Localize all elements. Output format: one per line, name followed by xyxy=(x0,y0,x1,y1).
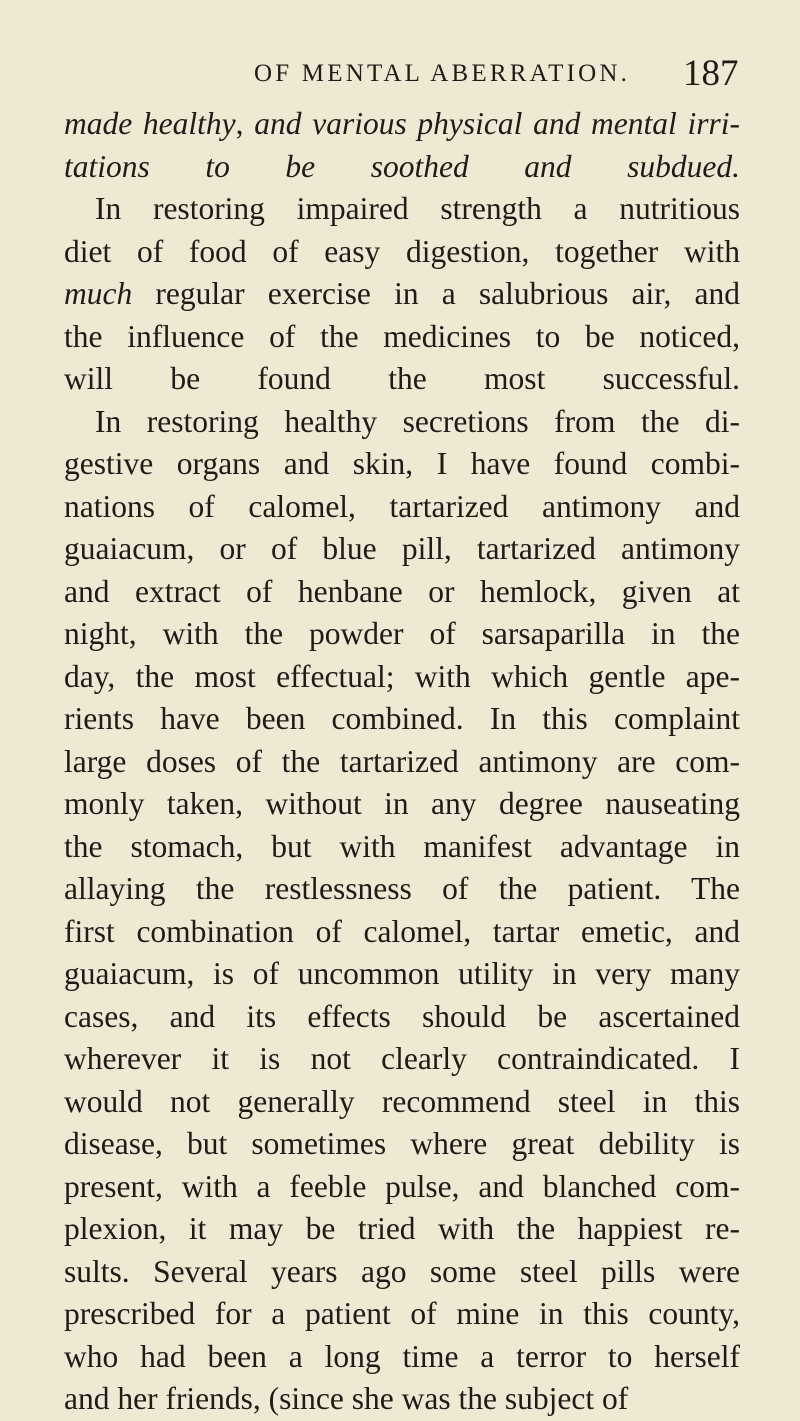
text-segment: and extract of henbane or hemlock, given at xyxy=(64,573,740,609)
italic-text-segment: much xyxy=(64,276,133,311)
text-line xyxy=(64,1336,740,1379)
text-line xyxy=(64,273,740,316)
text-segment: cases, and its effects should be ascertained xyxy=(64,998,740,1034)
text-segment: disease, but sometimes where great debility is xyxy=(64,1126,740,1161)
text-line xyxy=(64,1208,740,1251)
text-line xyxy=(64,826,740,869)
text-line xyxy=(64,443,740,486)
text-segment: day, the most effectual; with which gentle ape- xyxy=(64,658,740,694)
italic-text-segment: made healthy xyxy=(64,106,236,141)
running-head xyxy=(0,52,800,102)
text-segment: would not generally recommend steel in this xyxy=(64,1083,740,1119)
text-segment: diet of food of easy digestion, together with xyxy=(64,233,740,269)
text-line xyxy=(64,316,740,359)
text-segment: the influence of the medicines to be noticed, xyxy=(64,318,740,354)
text-line xyxy=(64,146,740,189)
text-segment: who had been a long time a terror to herself xyxy=(64,1338,740,1374)
text-segment: and her friends, (since she was the subject of xyxy=(64,1381,629,1416)
text-line xyxy=(64,401,740,444)
text-line xyxy=(64,486,740,529)
text-segment: allaying the restlessness of the patient. The xyxy=(64,871,740,906)
text-segment: the stomach, but with manifest advantage in xyxy=(64,828,740,864)
text-segment: guaiacum, or of blue pill, tartarized antimony xyxy=(64,531,740,566)
text-line xyxy=(64,1378,740,1421)
text-segment: monly taken, without in any degree nauseating xyxy=(64,786,740,821)
text-line xyxy=(64,953,740,996)
text-line xyxy=(64,571,740,614)
text-line xyxy=(64,1251,740,1294)
text-segment: In restoring healthy secretions from the di- xyxy=(95,403,740,439)
text-line xyxy=(64,656,740,699)
text-line xyxy=(64,1038,740,1081)
text-segment: sults. Several years ago some steel pills were xyxy=(64,1253,740,1289)
page-number: 187 xyxy=(683,53,739,94)
running-title: OF MENTAL ABERRATION. xyxy=(254,60,631,87)
text-segment: present, with a feeble pulse, and blanched com- xyxy=(64,1168,740,1204)
text-line xyxy=(64,698,740,741)
text-line xyxy=(64,358,740,401)
text-segment: first combination of calomel, tartar emetic, and xyxy=(64,913,740,949)
text-line xyxy=(64,1166,740,1209)
text-line xyxy=(64,188,740,231)
text-segment: gestive organs and skin, I have found combi- xyxy=(64,446,740,481)
text-line xyxy=(64,1123,740,1166)
text-line xyxy=(64,783,740,826)
body-text xyxy=(64,103,740,1421)
text-line xyxy=(64,528,740,571)
italic-text-segment: tations to be soothed and subdued. xyxy=(64,148,740,184)
text-line xyxy=(64,911,740,954)
text-line xyxy=(64,1081,740,1124)
text-line xyxy=(64,103,740,146)
text-segment: rients have been combined. In this complaint xyxy=(64,701,740,736)
text-line xyxy=(64,231,740,274)
text-segment: will be found the most successful. xyxy=(64,361,740,396)
text-segment: night, with the powder of sarsaparilla in the xyxy=(64,616,740,651)
text-segment: plexion, it may be tried with the happiest re- xyxy=(64,1211,740,1246)
text-segment: large doses of the tartarized antimony are com- xyxy=(64,743,740,779)
text-segment: nations of calomel, tartarized antimony and xyxy=(64,488,740,524)
text-segment: prescribed for a patient of mine in this county, xyxy=(64,1296,740,1331)
text-line xyxy=(64,996,740,1039)
text-segment: In restoring impaired strength a nutritious xyxy=(95,191,740,226)
italic-text-segment: and various physical and mental irri- xyxy=(254,106,741,141)
text-segment: guaiacum, is of uncommon utility in very many xyxy=(64,956,740,991)
text-segment: , xyxy=(235,106,255,141)
text-line xyxy=(64,613,740,656)
text-line xyxy=(64,1293,740,1336)
text-line xyxy=(64,868,740,911)
text-line xyxy=(64,741,740,784)
text-segment: regular exercise in a salubrious air, and xyxy=(132,276,740,311)
text-segment: wherever it is not clearly contraindicated. I xyxy=(64,1041,740,1076)
